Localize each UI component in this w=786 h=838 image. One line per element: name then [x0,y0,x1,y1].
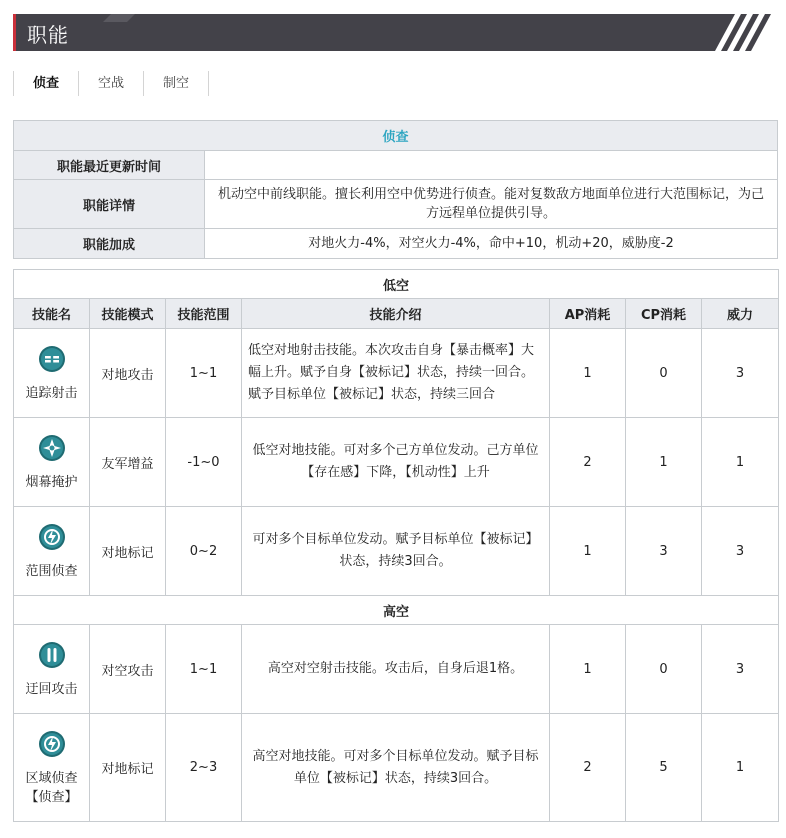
ap-cost: 2 [550,714,626,822]
power: 1 [702,418,779,507]
cp-cost: 3 [626,507,702,596]
banner-background [13,14,777,51]
ap-cost: 1 [550,329,626,418]
double-bar-icon [37,640,67,670]
tab-recon[interactable]: 侦查 [13,71,79,96]
tab-air-control[interactable]: 制空 [144,71,209,96]
ap-cost: 1 [550,507,626,596]
table-row [14,329,779,418]
skill-name-cell [14,329,90,418]
skill-desc: 低空对地射击技能。本次攻击自身【暴击概率】大幅上升。赋予自身【被标记】状态，持续一回合。赋予目标单位【被标记】状态，持续三回合 [242,329,550,418]
table-row [14,418,779,507]
skill-range: 1~1 [166,329,242,418]
skill-name-cell [14,714,90,822]
ap-cost: 2 [550,418,626,507]
power: 1 [702,714,779,822]
table-row [14,625,779,714]
role-title: 侦查 [14,121,778,151]
role-bonus-label: 职能加成 [14,229,205,259]
power: 3 [702,625,779,714]
skill-range: 2~3 [166,714,242,822]
power: 3 [702,507,779,596]
table-row [14,507,779,596]
radar-icon [37,522,67,552]
skill-range: -1~0 [166,418,242,507]
page-title: 职能 [27,23,69,47]
role-detail-label: 职能详情 [14,180,205,229]
skill-table [13,269,779,822]
col-skill-name: 技能名 [14,299,90,329]
update-time-value [205,151,778,180]
power: 3 [702,329,779,418]
col-power: 威力 [702,299,779,329]
skill-range: 0~2 [166,507,242,596]
skill-mode: 友军增益 [90,418,166,507]
col-skill-desc: 技能介绍 [242,299,550,329]
table-row [14,714,779,822]
skill-desc: 高空对地技能。可对多个目标单位发动。赋予目标单位【被标记】状态，持续3回合。 [242,714,550,822]
skill-mode: 对地标记 [90,507,166,596]
section-banner [13,14,777,51]
skill-name-cell [14,625,90,714]
skill-name: 区域侦查【侦查】 [25,770,78,805]
crosshair-bars-icon [37,344,67,374]
skill-mode: 对地攻击 [90,329,166,418]
radar-icon [37,729,67,759]
tab-bar [13,71,209,96]
skill-name: 烟幕掩护 [25,474,78,490]
cp-cost: 5 [626,714,702,822]
col-ap-cost: AP消耗 [550,299,626,329]
skill-mode: 对地标记 [90,714,166,822]
high-altitude-header: 高空 [14,596,779,625]
col-skill-mode: 技能模式 [90,299,166,329]
col-cp-cost: CP消耗 [626,299,702,329]
skill-range: 1~1 [166,625,242,714]
skill-name: 追踪射击 [25,385,78,401]
star-burst-icon [37,433,67,463]
skill-name-cell [14,418,90,507]
low-altitude-header: 低空 [14,270,779,299]
skill-name: 范围侦查 [25,563,78,579]
cp-cost: 0 [626,625,702,714]
role-info-table [13,120,778,259]
col-skill-range: 技能范围 [166,299,242,329]
cp-cost: 1 [626,418,702,507]
cp-cost: 0 [626,329,702,418]
skill-desc: 可对多个目标单位发动。赋予目标单位【被标记】状态，持续3回合。 [242,507,550,596]
skill-name: 迂回攻击 [25,681,78,697]
role-bonus-value: 对地火力-4%，对空火力-4%，命中+10，机动+20，威胁度-2 [205,229,778,259]
ap-cost: 1 [550,625,626,714]
skill-desc: 高空对空射击技能。攻击后，自身后退1格。 [242,625,550,714]
skill-mode: 对空攻击 [90,625,166,714]
column-headers [14,299,779,329]
skill-desc: 低空对地技能。可对多个己方单位发动。己方单位【存在感】下降，【机动性】上升 [242,418,550,507]
update-time-label: 职能最近更新时间 [14,151,205,180]
role-detail-value: 机动空中前线职能。擅长利用空中优势进行侦查。能对复数敌方地面单位进行大范围标记，为己方远程单位提供引导。 [205,180,778,229]
skill-name-cell [14,507,90,596]
tab-air-combat[interactable]: 空战 [79,71,144,96]
